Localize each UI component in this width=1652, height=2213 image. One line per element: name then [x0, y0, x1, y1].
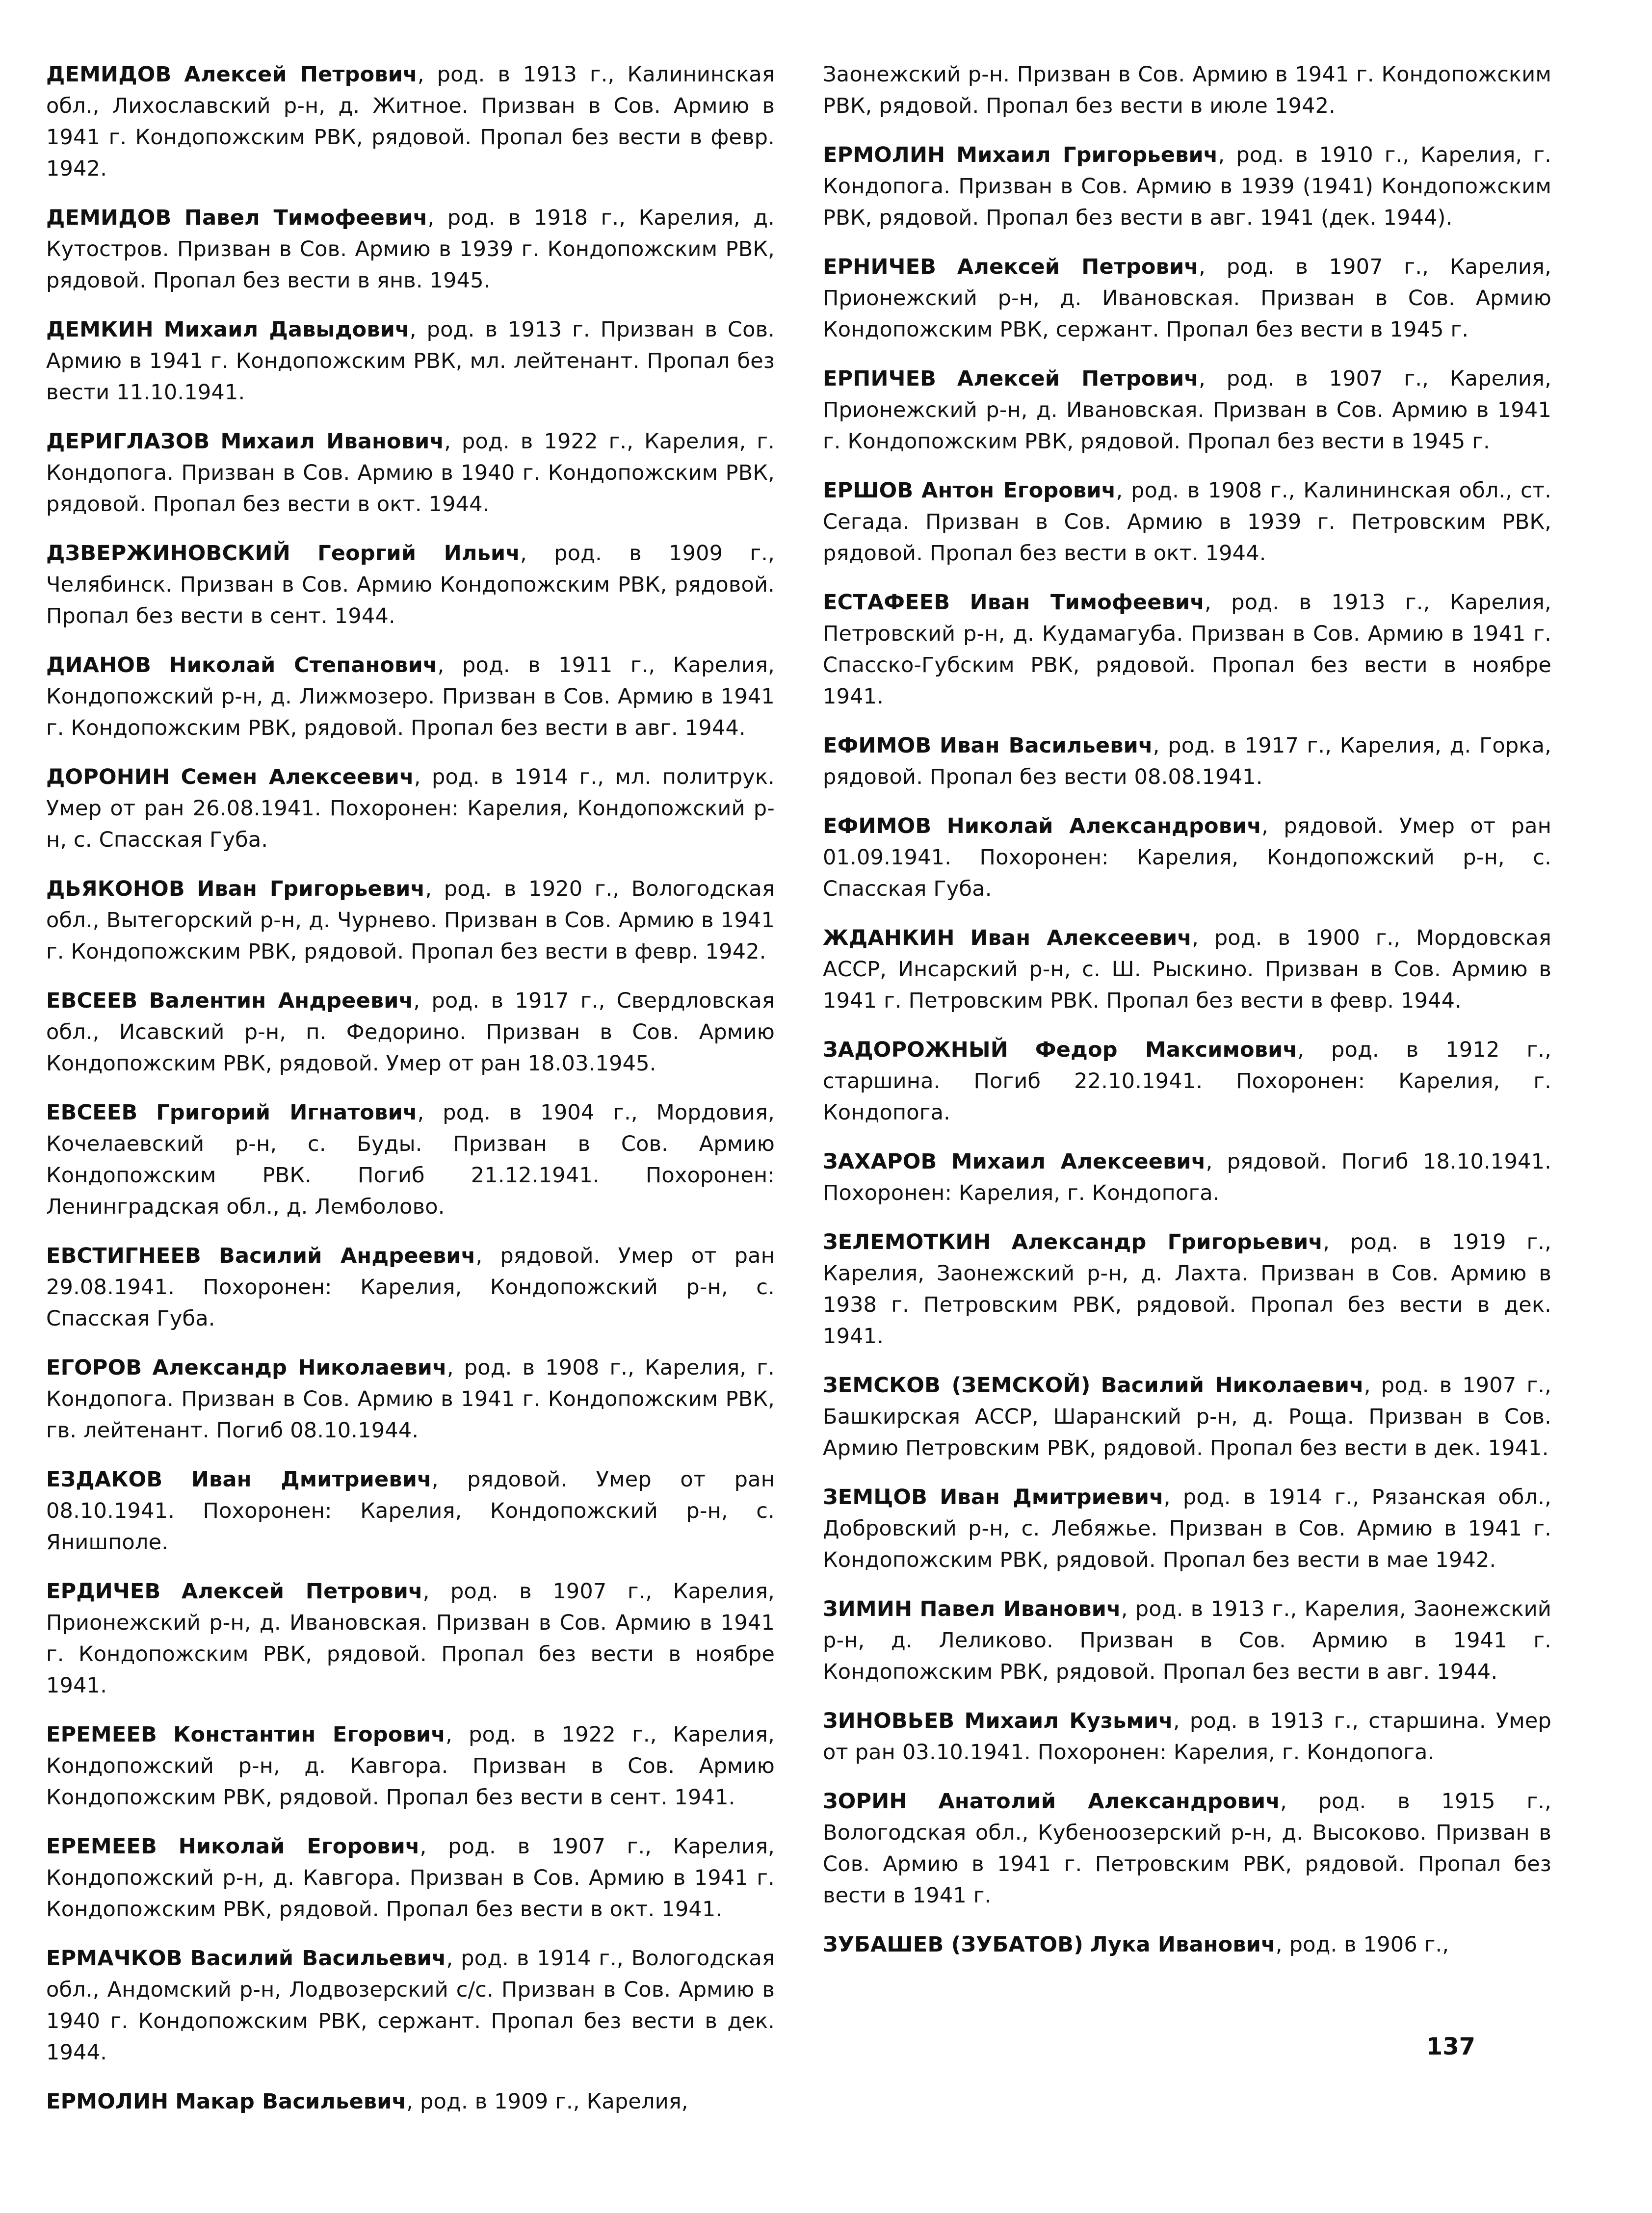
record-surname: ДИАНОВ	[46, 653, 152, 677]
record-given-name: Валентин Андреевич	[149, 989, 414, 1013]
record-details: , род. в 1909 г., Челябинск. Призван в Сов. Армию Кондопожским РВК, рядовой. Пропал без вести в сент. 1944.	[46, 541, 775, 628]
record-entry	[823, 1370, 1551, 1464]
record-given-name: Алексей Петрович	[957, 366, 1199, 391]
record-given-name: Иван Васильевич	[939, 733, 1153, 758]
record-given-name: Иван Григорьевич	[197, 877, 425, 901]
record-given-name: Алексей Петрович	[184, 62, 418, 87]
record-given-name: Алексей Петрович	[181, 1579, 423, 1604]
record-details: , род. в 1914 г., Вологодская обл., Андомский р-н, Лодвозерский с/с. Призван в Сов. Армию в 1940 г. Кондопожским РВК, сержант. Пропал без вести в дек. 1944.	[46, 1946, 775, 2065]
record-entry	[823, 1786, 1551, 1911]
record-entry	[823, 587, 1551, 712]
record-details: , рядовой. Умер от ран 01.09.1941. Похоронен: Карелия, Кондопожский р-н, с. Спасская Губа.	[823, 814, 1552, 901]
record-details: , род. в 1919 г., Карелия, Заонежский р-н, д. Лахта. Призван в Сов. Армию в 1938 г. Петровским РВК, рядовой. Пропал без вести в дек. 1941.	[823, 1230, 1552, 1349]
record-details: , род. в 1907 г., Башкирская АССР, Шаранский р-н, д. Роща. Призван в Сов. Армию Петровским РВК, рядовой. Пропал без вести в дек. 1941.	[823, 1373, 1551, 1460]
record-surname: ЕРПИЧЕВ	[823, 366, 937, 391]
record-surname: ЕРДИЧЕВ	[46, 1579, 161, 1604]
record-details: , род. в 1917 г., Свердловская обл., Исавский р-н, п. Федорино. Призван в Сов. Армию Кондопожским РВК, рядовой. Умер от ран 18.03.1945.	[46, 989, 775, 1076]
record-details: Заонежский р-н. Призван в Сов. Армию в 1941 г. Кондопожским РВК, рядовой. Пропал без вести в июле 1942.	[823, 62, 1551, 118]
record-entry	[823, 1929, 1551, 1960]
record-surname: ЕВСТИГНЕЕВ	[46, 1244, 201, 1268]
record-given-name: Антон Егорович	[921, 478, 1116, 503]
record-details: , род. в 1913 г., Карелия, Заонежский р-н, д. Леликово. Призван в Сов. Армию в 1941 г. Кондопожским РВК, рядовой. Пропал без вести в авг. 1944.	[823, 1597, 1551, 1684]
record-given-name: Анатолий Александрович	[938, 1789, 1281, 1814]
record-entry	[46, 1352, 775, 1446]
record-entry	[46, 2086, 775, 2117]
record-entry	[823, 139, 1551, 234]
record-given-name: Иван Алексеевич	[970, 926, 1192, 950]
record-details: , род. в 1922 г., Карелия, Кондопожский р-н, д. Кавгора. Призван в Сов. Армию Кондопожским РВК, рядовой. Пропал без вести в сент. 1941.	[46, 1722, 775, 1810]
record-given-name: Федор Максимович	[1035, 1038, 1298, 1062]
record-given-name: Михаил Иванович	[220, 429, 445, 454]
record-surname: ЗЕМЦОВ	[823, 1485, 928, 1510]
record-entry	[46, 1240, 775, 1334]
record-surname: ДЕМИДОВ	[46, 206, 172, 230]
record-entry	[823, 59, 1551, 122]
record-surname: ЖДАНКИН	[823, 926, 955, 950]
record-given-name: Иван Дмитриевич	[940, 1485, 1164, 1510]
record-given-name: Николай Егорович	[178, 1834, 420, 1859]
record-given-name: Павел Тимофеевич	[184, 206, 428, 230]
record-details: , род. в 1914 г., мл. политрук. Умер от ран 26.08.1941. Похоронен: Карелия, Кондопожский р-н, с. Спасская Губа.	[46, 765, 775, 852]
record-surname: ДЕМИДОВ	[46, 62, 172, 87]
record-entry	[46, 59, 775, 184]
record-surname: ЕРМАЧКОВ	[46, 1946, 183, 1971]
record-surname: ДЬЯКОНОВ	[46, 877, 185, 901]
record-given-name: Лука Иванович	[1090, 1932, 1276, 1957]
record-surname: ЗЕМСКОВ (ЗЕМСКОЙ)	[823, 1373, 1091, 1398]
record-surname: ЕРЕМЕЕВ	[46, 1722, 157, 1747]
record-surname: ДЕРИГЛАЗОВ	[46, 429, 210, 454]
record-surname: ЗИМИН	[823, 1597, 913, 1621]
record-surname: ЕРМОЛИН	[823, 143, 945, 167]
record-entry	[823, 1593, 1551, 1688]
record-given-name: Василий Андреевич	[219, 1244, 476, 1268]
record-entry	[46, 650, 775, 744]
record-given-name: Константин Егорович	[173, 1722, 446, 1747]
record-given-name: Макар Васильевич	[175, 2089, 407, 2114]
record-entry	[46, 1576, 775, 1701]
record-surname: ЗИНОВЬЕВ	[823, 1709, 955, 1733]
record-given-name: Григорий Игнатович	[156, 1100, 418, 1125]
record-surname: ЕРНИЧЕВ	[823, 255, 937, 279]
record-given-name: Михаил Давыдович	[163, 317, 410, 342]
record-surname: ЕСТАФЕЕВ	[823, 590, 950, 615]
record-details: , род. в 1918 г., Карелия, д. Кутостров. Призван в Сов. Армию в 1939 г. Кондопожским РВК, рядовой. Пропал без вести в янв. 1945.	[46, 206, 775, 293]
record-entry	[823, 922, 1551, 1016]
record-surname: ЕВСЕЕВ	[46, 1100, 138, 1125]
record-entry	[46, 314, 775, 408]
record-surname: ДОРОНИН	[46, 765, 170, 789]
record-entry	[823, 810, 1551, 905]
record-entry	[46, 985, 775, 1079]
record-details: , род. в 1900 г., Мордовская АССР, Инсарский р-н, с. Ш. Рыскино. Призван в Сов. Армию в 1941 г. Петровским РВК. Пропал без вести в февр. 1944.	[823, 926, 1551, 1013]
record-entry	[46, 1831, 775, 1925]
record-surname: ЕЗДАКОВ	[46, 1467, 163, 1492]
record-surname: ЗАХАРОВ	[823, 1149, 937, 1174]
right-column	[823, 59, 1551, 1978]
record-entry	[823, 1034, 1551, 1128]
record-surname: ЕГОРОВ	[46, 1355, 142, 1380]
record-given-name: Михаил Алексеевич	[951, 1149, 1206, 1174]
page-number: 137	[1426, 2033, 1475, 2060]
record-details: , род. в 1910 г., Карелия, г. Кондопога. Призван в Сов. Армию в 1939 (1941) Кондопожским РВК, рядовой. Пропал без вести в авг. 1941 (дек. 1944).	[823, 143, 1551, 230]
record-entry	[46, 1464, 775, 1558]
record-details: , род. в 1917 г., Карелия, д. Горка, рядовой. Пропал без вести 08.08.1941.	[823, 733, 1551, 789]
record-entry	[46, 761, 775, 856]
record-entry	[46, 1719, 775, 1813]
record-given-name: Михаил Кузьмич	[964, 1709, 1173, 1733]
record-details: , род. в 1908 г., Карелия, г. Кондопога. Призван в Сов. Армию в 1941 г. Кондопожским РВК, гв. лейтенант. Погиб 08.10.1944.	[46, 1355, 775, 1443]
record-entry	[823, 1226, 1551, 1352]
record-given-name: Георгий Ильич	[317, 541, 521, 566]
record-details: , род. в 1907 г., Карелия, Кондопожский р-н, д. Кавгора. Призван в Сов. Армию в 1941 г. Кондопожским РВК, рядовой. Пропал без вести в окт. 1941.	[46, 1834, 775, 1922]
record-given-name: Михаил Григорьевич	[956, 143, 1218, 167]
record-given-name: Александр Николаевич	[152, 1355, 447, 1380]
record-details: , род. в 1911 г., Карелия, Кондопожский р-н, д. Лижмозеро. Призван в Сов. Армию в 1941 г. Кондопожским РВК, рядовой. Пропал без вести в авг. 1944.	[46, 653, 775, 740]
record-surname: ЗЕЛЕМОТКИН	[823, 1230, 991, 1254]
record-given-name: Василий Васильевич	[190, 1946, 446, 1971]
record-details: , род. в 1907 г., Карелия, Прионежский р-н, д. Ивановская. Призван в Сов. Армию в 1941 г. Кондопожским РВК, рядовой. Пропал без вести в 1945 г.	[823, 366, 1551, 454]
record-details: , род. в 1920 г., Вологодская обл., Вытегорский р-н, д. Чурнево. Призван в Сов. Армию в 1941 г. Кондопожским РВК, рядовой. Пропал без вести в февр. 1942.	[46, 877, 775, 964]
record-given-name: Александр Григорьевич	[1011, 1230, 1323, 1254]
record-details: , род. в 1907 г., Карелия, Прионежский р-н, д. Ивановская. Призван в Сов. Армию в 1941 г. Кондопожским РВК, рядовой. Пропал без вести в ноябре 1941.	[46, 1579, 775, 1698]
record-entry	[823, 475, 1551, 569]
record-details: , рядовой. Умер от ран 08.10.1941. Похоронен: Карелия, Кондопожский р-н, с. Янишполе.	[46, 1467, 775, 1555]
record-details: , род. в 1904 г., Мордовия, Кочелаевский р-н, с. Буды. Призван в Сов. Армию Кондопожским РВК. Погиб 21.12.1941. Похоронен: Ленинградская обл., д. Лемболово.	[46, 1100, 775, 1219]
record-details: , род. в 1915 г., Вологодская обл., Кубеноозерский р-н, д. Высоково. Призван в Сов. Армию в 1941 г. Петровским РВК, рядовой. Пропал без вести в 1941 г.	[823, 1789, 1551, 1908]
record-entry	[46, 873, 775, 967]
record-entry	[46, 538, 775, 632]
record-details: , рядовой. Погиб 18.10.1941. Похоронен: Карелия, г. Кондопога.	[823, 1149, 1551, 1205]
record-details: , род. в 1906 г.,	[1275, 1932, 1449, 1957]
record-details: , род. в 1913 г., Карелия, Петровский р-н, д. Кудамагуба. Призван в Сов. Армию в 1941 г. Спасско-Губским РВК, рядовой. Пропал без вести в ноябре 1941.	[823, 590, 1551, 709]
record-given-name: Николай Александрович	[946, 814, 1262, 838]
record-surname: ЗУБАШЕВ (ЗУБАТОВ)	[823, 1932, 1084, 1957]
record-entry	[46, 202, 775, 296]
record-entry	[823, 1705, 1551, 1768]
record-entry	[823, 251, 1551, 345]
record-surname: ЕФИМОВ	[823, 733, 932, 758]
record-entry	[46, 1097, 775, 1223]
record-details: , род. в 1908 г., Калининская обл., ст. Сегада. Призван в Сов. Армию в 1939 г. Петровским РВК, рядовой. Пропал без вести в окт. 1944.	[823, 478, 1552, 566]
left-column	[46, 59, 775, 2135]
record-entry	[823, 730, 1551, 793]
record-entry	[46, 426, 775, 520]
record-details: , род. в 1913 г. Призван в Сов. Армию в 1941 г. Кондопожским РВК, мл. лейтенант. Пропал без вести 11.10.1941.	[46, 317, 775, 405]
record-surname: ДЗВЕРЖИНОВСКИЙ	[46, 541, 290, 566]
record-surname: ЕРЕМЕЕВ	[46, 1834, 157, 1859]
record-surname: ЗОРИН	[823, 1789, 907, 1814]
record-entry	[823, 363, 1551, 457]
record-surname: ДЕМКИН	[46, 317, 154, 342]
record-given-name: Павел Иванович	[919, 1597, 1121, 1621]
record-given-name: Алексей Петрович	[957, 255, 1199, 279]
record-details: , род. в 1914 г., Рязанская обл., Добровский р-н, с. Лебяжье. Призван в Сов. Армию в 1941 г. Кондопожским РВК, рядовой. Пропал без вести в мае 1942.	[823, 1485, 1552, 1572]
record-surname: ЕРШОВ	[823, 478, 914, 503]
record-given-name: Иван Тимофеевич	[970, 590, 1205, 615]
record-given-name: Иван Дмитриевич	[191, 1467, 432, 1492]
record-details: , рядовой. Умер от ран 29.08.1941. Похоронен: Карелия, Кондопожский р-н, с. Спасская Губа.	[46, 1244, 775, 1331]
record-surname: ЕРМОЛИН	[46, 2089, 169, 2114]
record-details: , род. в 1922 г., Карелия, г. Кондопога. Призван в Сов. Армию в 1940 г. Кондопожским РВК, рядовой. Пропал без вести в окт. 1944.	[46, 429, 775, 517]
record-given-name: Семен Алексеевич	[181, 765, 414, 789]
record-details: , род. в 1913 г., старшина. Умер от ран 03.10.1941. Похоронен: Карелия, г. Кондопога.	[823, 1709, 1552, 1765]
record-surname: ЕВСЕЕВ	[46, 989, 138, 1013]
record-given-name: Василий Николаевич	[1101, 1373, 1364, 1398]
record-details: , род. в 1913 г., Калининская обл., Лихославский р-н, д. Житное. Призван в Сов. Армию в 1941 г. Кондопожским РВК, рядовой. Пропал без вести в февр. 1942.	[46, 62, 775, 181]
record-details: , род. в 1912 г., старшина. Погиб 22.10.1941. Похоронен: Карелия, г. Кондопога.	[823, 1038, 1551, 1125]
record-surname: ЗАДОРОЖНЫЙ	[823, 1038, 1008, 1062]
record-entry	[823, 1482, 1551, 1576]
record-details: , род. в 1909 г., Карелия,	[406, 2089, 688, 2114]
record-given-name: Николай Степанович	[169, 653, 438, 677]
record-details: , род. в 1907 г., Карелия, Прионежский р-н, д. Ивановская. Призван в Сов. Армию Кондопожским РВК, сержант. Пропал без вести в 1945 г.	[823, 255, 1551, 342]
record-entry	[46, 1943, 775, 2068]
record-entry	[823, 1146, 1551, 1209]
record-surname: ЕФИМОВ	[823, 814, 932, 838]
